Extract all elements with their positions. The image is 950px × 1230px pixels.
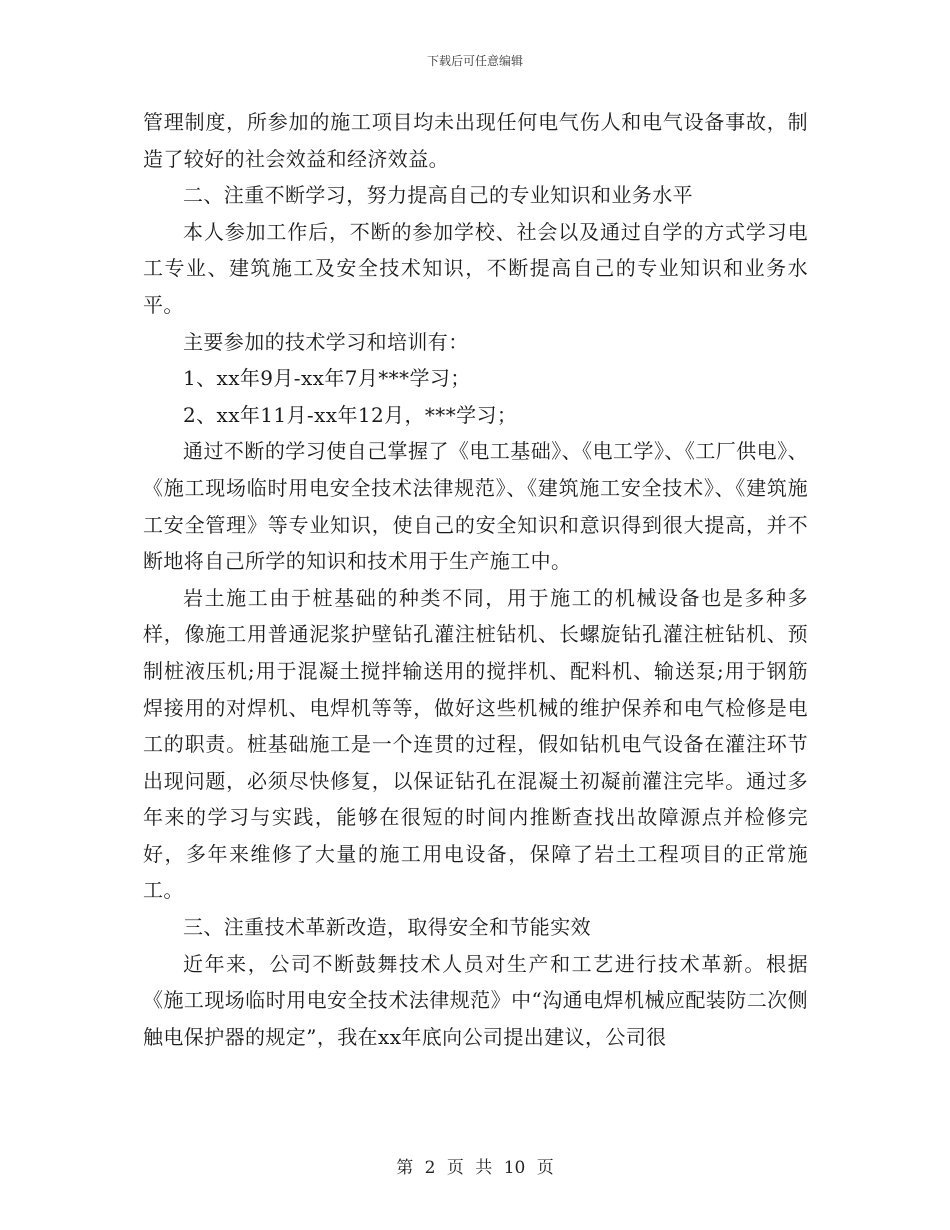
page-header: 下载后可任意编辑 [426, 54, 523, 68]
page-number: 第 2 页 共 10 页 [396, 1158, 554, 1178]
list-item-2: 2、xx年11月-xx年12月，***学习； [183, 402, 518, 427]
list-item-1: 1、xx年9月-xx年7月***学习； [183, 366, 471, 391]
paragraph-4: 通过不断的学习使自己掌握了《电工基础》、《电工学》、《工厂供电》、《施工现场临时用电安全技术法律规范》、《建筑施工安全技术》、《建筑施工安全管理》等专业知识，使自己的安全知识和意识得到很大提高，并不断地将自己所学的知识和技术用于生产施工中。 [143, 439, 808, 574]
paragraph-6: 近年来，公司不断鼓舞技术人员对生产和工艺进行技术革新。根据《施工现场临时用电安全技术法律规范》中“沟通电焊机械应配装防二次侧触电保护器的规定”，我在xx年底向公司提出建议，公司很 [143, 951, 808, 1049]
document-body [143, 104, 808, 1055]
section-heading-3: 三、注重技术革新改造，取得安全和节能实效 [183, 915, 591, 940]
paragraph-3: 主要参加的技术学习和培训有： [183, 329, 469, 354]
paragraph-2: 本人参加工作后，不断的参加学校、社会以及通过自学的方式学习电工专业、建筑施工及安全技术知识，不断提高自己的专业知识和业务水平。 [143, 219, 808, 317]
paragraph-1: 管理制度，所参加的施工项目均未出现任何电气伤人和电气设备事故，制造了较好的社会效益和经济效益。 [143, 110, 808, 171]
section-heading-2: 二、注重不断学习，努力提高自己的专业知识和业务水平 [183, 183, 693, 208]
paragraph-5: 岩土施工由于桩基础的种类不同，用于施工的机械设备也是多种多样，像施工用普通泥浆护壁钻孔灌注桩钻机、长螺旋钻孔灌注桩钻机、预制桩液压机;用于混凝土搅拌输送用的搅拌机、配料机、输送泵;用于钢筋焊接用的对焊机、电焊机等等，做好这些机械的维护保养和电气检修是电工的职责。桩基础施工是一个连贯的过程，假如钻机电气设备在灌注环节出现问题，必须尽快修复，以保证钻孔在混凝土初凝前灌注完毕。通过多年来的学习与实践，能够在很短的时间内推断查找出故障源点并检修完好，多年来维修了大量的施工用电设备，保障了岩土工程项目的正常施工。 [143, 585, 808, 903]
